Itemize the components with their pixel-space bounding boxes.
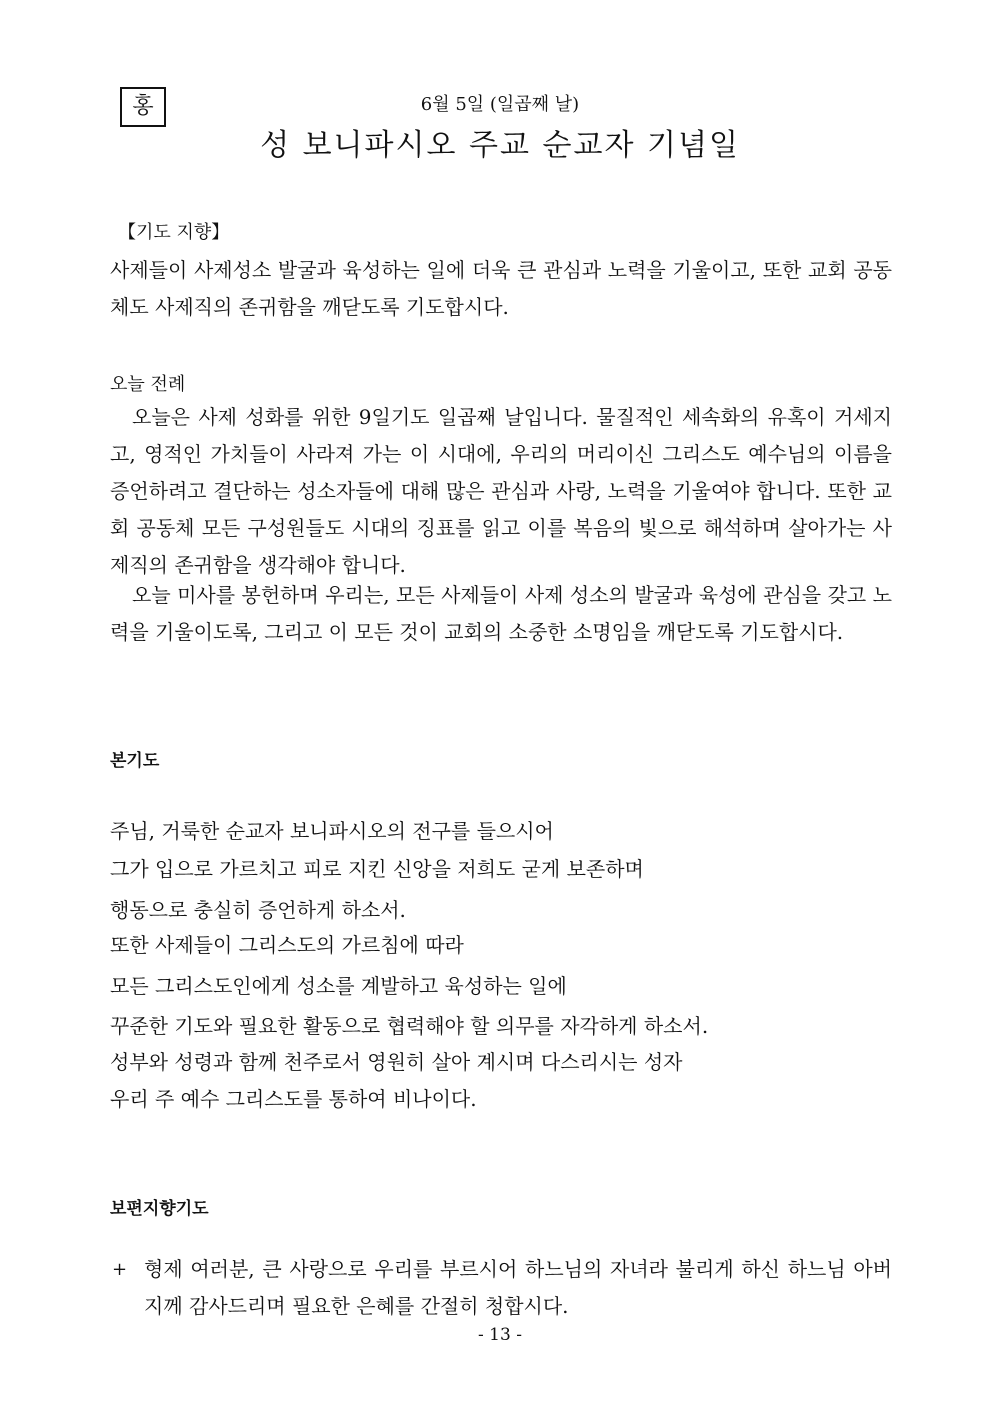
liturgy-paragraph-1: 오늘은 사제 성화를 위한 9일기도 일곱째 날입니다. 물질적인 세속화의 유혹이 거세지고, 영적인 가치들이 사라져 가는 이 시대에, 우리의 머리이신 그리스도 예수님의 이름을 증언하려고 결단하는 성소자들에 대해 많은 관심과 사랑, 노력을 기울여야 합니다. 또한 교회 공동체 모든 구성원들도 시대의 징표를 읽고 이를 복음의 빛으로 해석하며 살아가는 사제직의 존귀함을 생각해야 합니다.	[110, 405, 892, 577]
universal-prayer-heading: 보편지향기도	[110, 1199, 209, 1219]
collect-line: 그가 입으로 가르치고 피로 지킨 신앙을 저희도 굳게 보존하며	[110, 857, 644, 881]
collect-line: 모든 그리스도인에게 성소를 계발하고 육성하는 일에	[110, 974, 567, 998]
page-number: - 13 -	[478, 1325, 522, 1345]
liturgical-color-box: 홍	[120, 87, 166, 127]
liturgy-label: 오늘 전례	[110, 374, 186, 395]
universal-prayer-text: 형제 여러분, 큰 사랑으로 우리를 부르시어 하느님의 자녀라 불리게 하신 하느님 아버지께 감사드리며 필요한 은혜를 간절히 청합시다.	[144, 1257, 892, 1318]
collect-line: 주님, 거룩한 순교자 보니파시오의 전구를 들으시어	[110, 819, 554, 843]
plus-icon: +	[112, 1259, 128, 1280]
page-title: 성 보니파시오 주교 순교자 기념일	[260, 128, 740, 163]
intention-text: 사제들이 사제성소 발굴과 육성하는 일에 더욱 큰 관심과 노력을 기울이고, 또한 교회 공동체도 사제직의 존귀함을 깨닫도록 기도합시다.	[110, 258, 892, 319]
collect-line: 성부와 성령과 함께 천주로서 영원히 살아 계시며 다스리시는 성자	[110, 1050, 683, 1074]
intention-label: 【기도 지향】	[118, 222, 230, 243]
liturgy-paragraph-2: 오늘 미사를 봉헌하며 우리는, 모든 사제들이 사제 성소의 발굴과 육성에 관심을 갖고 노력을 기울이도록, 그리고 이 모든 것이 교회의 소중한 소명임을 깨닫도록 기도합시다.	[110, 583, 892, 644]
collect-line: 우리 주 예수 그리스도를 통하여 비나이다.	[110, 1087, 477, 1111]
collect-heading: 본기도	[110, 751, 160, 771]
feast-date: 6월 5일 (일곱째 날)	[420, 94, 580, 115]
collect-line: 또한 사제들이 그리스도의 가르침에 따라	[110, 933, 464, 957]
collect-line: 행동으로 충실히 증언하게 하소서.	[110, 898, 406, 922]
collect-line: 꾸준한 기도와 필요한 활동으로 협력해야 할 의무를 자각하게 하소서.	[110, 1014, 709, 1038]
